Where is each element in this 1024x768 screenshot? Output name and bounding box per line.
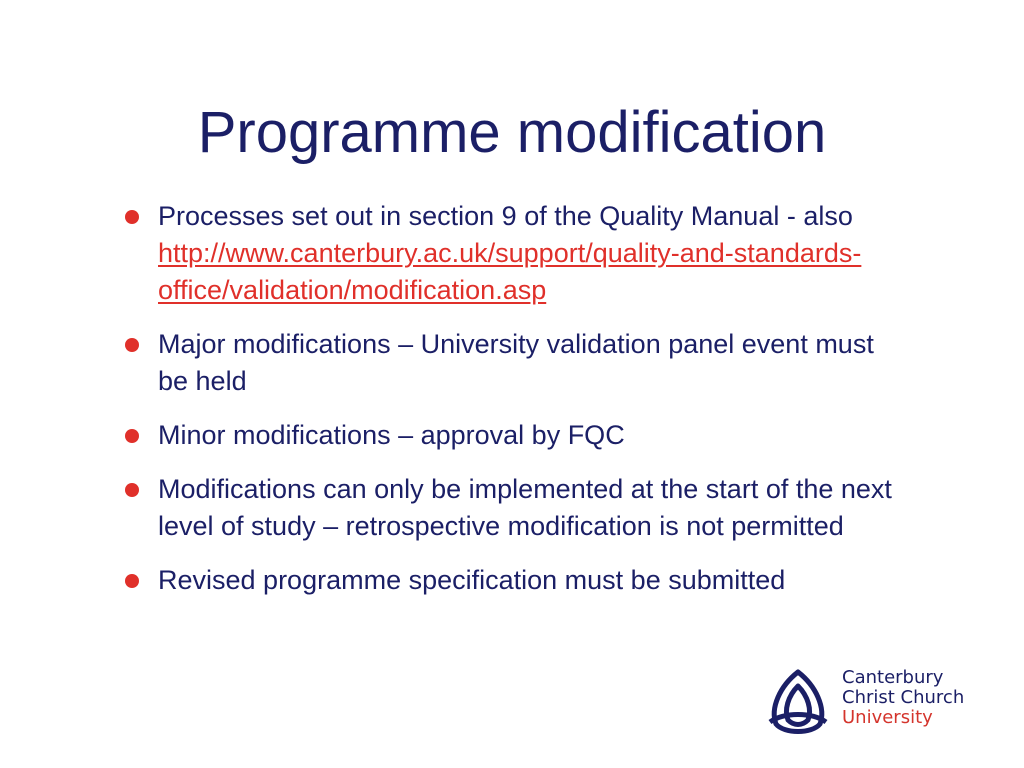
bullet-item-minor: [122, 417, 902, 454]
logo-line-canterbury: Canterbury: [842, 667, 944, 688]
bullet-list: [122, 198, 902, 616]
bullet-item-specification: [122, 562, 902, 599]
university-logo: [760, 664, 990, 744]
logo-line-university: University: [842, 707, 933, 728]
bullet-dot-icon: [125, 483, 139, 497]
bullet-item-implementation: [122, 471, 902, 545]
quality-manual-link[interactable]: http://www.canterbury.ac.uk/support/quality-and-standards-office/validation/modification.asp: [158, 238, 862, 305]
bullet-dot-icon: [125, 338, 139, 352]
bullet-text: Minor modifications – approval by FQC: [158, 420, 625, 450]
bullet-dot-icon: [125, 429, 139, 443]
bullet-item-processes: [122, 198, 902, 309]
bullet-dot-icon: [125, 210, 139, 224]
slide-title: Programme modification: [197, 100, 827, 165]
bullet-text: Modifications can only be implemented at the start of the next level of study – retrospective modification is not permitted: [158, 474, 892, 541]
canterbury-knot-logo-icon: [760, 664, 836, 740]
bullet-text: Processes set out in section 9 of the Quality Manual - also: [158, 201, 853, 231]
bullet-text: Revised programme specification must be submitted: [158, 565, 786, 595]
logo-wordmark: [842, 668, 964, 728]
logo-line-christ-church: Christ Church: [842, 687, 965, 708]
bullet-text: Major modifications – University validation panel event must be held: [158, 329, 874, 396]
bullet-item-major: [122, 326, 902, 400]
bullet-dot-icon: [125, 574, 139, 588]
